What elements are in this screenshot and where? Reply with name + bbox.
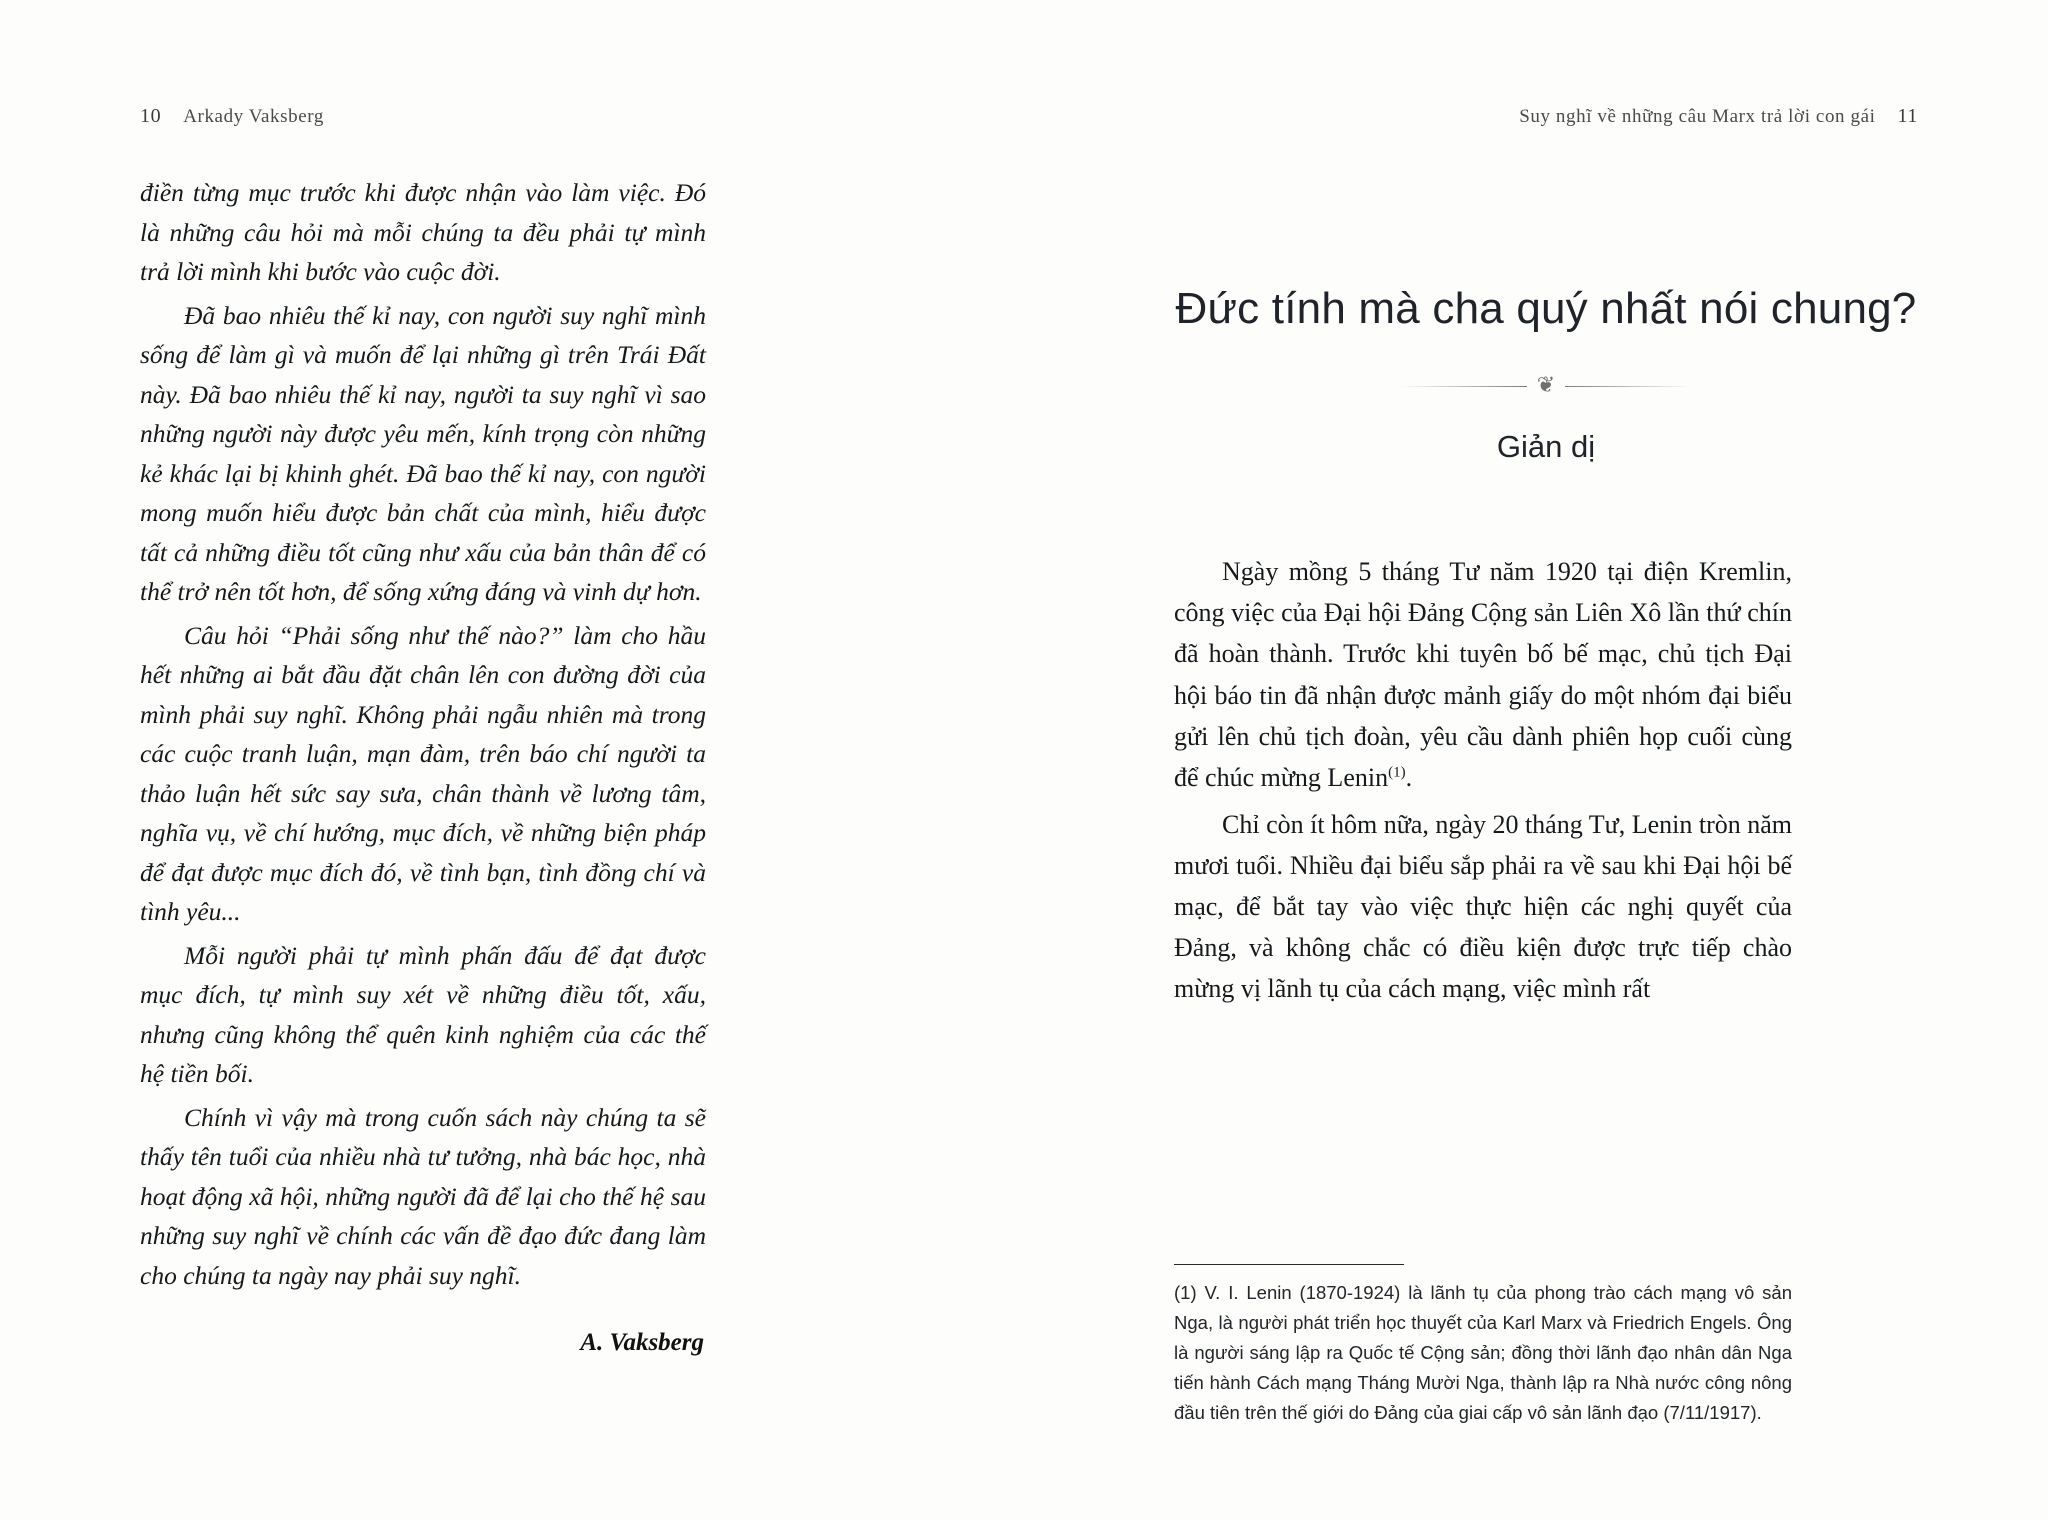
author-signature: A. Vaksberg	[580, 1329, 704, 1357]
paragraph: Chỉ còn ít hôm nữa, ngày 20 tháng Tư, Lenin tròn năm mươi tuổi. Nhiều đại biểu sắp phải ra về sau khi Đại hội bế mạc, để bắt tay vào việc thực hiện các nghị quyết của Đảng, và không chắc có điều kiện được trực tiếp chào mừng vị lãnh tụ của cách mạng, việc mình rất	[1174, 809, 1793, 1004]
ornament-rule-left	[1401, 386, 1527, 387]
left-page-body	[140, 173, 706, 1357]
paragraph: Câu hỏi “Phải sống như thế nào?” làm cho hầu hết những ai bắt đầu đặt chân lên con đường đời của mình phải suy nghĩ. Không phải ngẫu nhiên mà trong các cuộc tranh luận, mạn đàm, trên báo chí người ta thảo luận hết sức say sưa, chân thành về lương tâm, nghĩa vụ, về chí hướng, mục đích, về những biện pháp để đạt được mục đích đó, về tình bạn, tình đồng chí và tình yêu...	[140, 620, 706, 927]
right-page-body	[1174, 551, 1792, 1009]
footnote-rule	[1174, 1264, 1404, 1265]
right-page	[1024, 0, 2048, 1520]
paragraph: Đã bao nhiêu thế kỉ nay, con người suy nghĩ mình sống để làm gì và muốn để lại những gì trên Trái Đất này. Đã bao nhiêu thế kỉ nay, người ta suy nghĩ vì sao những người này được yêu mến, kính trọng còn những kẻ khác lại bị khinh ghét. Đã bao thế kỉ nay, con người mong muốn hiểu được bản chất của mình, hiểu được tất cả những điều tốt cũng như xấu của bản thân để có thể trở nên tốt hơn, để sống xứng đáng và vinh dự hơn.	[140, 300, 706, 607]
paragraph-text: Ngày mồng 5 tháng Tư năm 1920 tại điện Kremlin, công việc của Đại hội Đảng Cộng sản Liên Xô lần thứ chín đã hoàn thành. Trước khi tuyên bố bế mạc, chủ tịch Đại hội báo tin đã nhận được mảnh giấy do một nhóm đại biểu gửi lên chủ tịch đoàn, yêu cầu dành phiên họp cuối cùng để chúc mừng Lenin	[1174, 557, 1792, 792]
running-head-right	[1174, 105, 1918, 129]
page-number-left: 10	[140, 105, 162, 127]
running-head-title: Suy nghĩ về những câu Marx trả lời con gái	[1519, 106, 1876, 127]
paragraph: Mỗi người phải tự mình phấn đấu để đạt được mục đích, tự mình suy xét về những điều tốt, xấu, nhưng cũng không thể quên kinh nghiệm của các thế hệ tiền bối.	[140, 940, 706, 1089]
ornament-rule-right	[1565, 386, 1691, 387]
footnote-block	[1174, 1264, 1792, 1428]
running-head-author: Arkady Vaksberg	[183, 106, 324, 127]
footnote-text: (1) V. I. Lenin (1870-1924) là lãnh tụ của phong trào cách mạng vô sản Nga, là người phát triển học thuyết của Karl Marx và Friedrich Engels. Ông là người sáng lập ra Quốc tế Cộng sản; đồng thời lãnh đạo nhân dân Nga tiến hành Cách mạng Tháng Mười Nga, thành lập ra Nhà nước công nông đầu tiên trên thế giới do Đảng của giai cấp vô sản lãnh đạo (7/11/1917).	[1174, 1282, 1792, 1424]
flourish-icon: ❦	[1536, 372, 1556, 398]
ornament-divider	[1401, 373, 1691, 399]
chapter-title: Đức tính mà cha quý nhất nói chung?	[1175, 284, 1917, 333]
paragraph: điền từng mục trước khi được nhận vào làm việc. Đó là những câu hỏi mà mỗi chúng ta đều phải tự mình trả lời mình khi bước vào cuộc đời.	[140, 178, 706, 287]
page-number-right: 11	[1897, 105, 1918, 127]
footnote-marker[interactable]: (1)	[1388, 764, 1406, 781]
paragraph: Chính vì vậy mà trong cuốn sách này chúng ta sẽ thấy tên tuổi của nhiều nhà tư tưởng, nhà bác học, nhà hoạt động xã hội, những người đã để lại cho thế hệ sau những suy nghĩ về chính các vấn đề đạo đức đang làm cho chúng ta ngày nay phải suy nghĩ.	[140, 1102, 706, 1290]
chapter-subtitle: Giản dị	[1496, 429, 1596, 465]
running-head-left	[140, 105, 864, 129]
paragraph: Ngày mồng 5 tháng Tư năm 1920 tại điện Kremlin, công việc của Đại hội Đảng Cộng sản Liên Xô lần thứ chín đã hoàn thành. Trước khi tuyên bố bế mạc, chủ tịch Đại hội báo tin đã nhận được mảnh giấy do một nhóm đại biểu gửi lên chủ tịch đoàn, yêu cầu dành phiên họp cuối cùng để chúc mừng Lenin$^{(1)}$.	[1174, 557, 1792, 792]
